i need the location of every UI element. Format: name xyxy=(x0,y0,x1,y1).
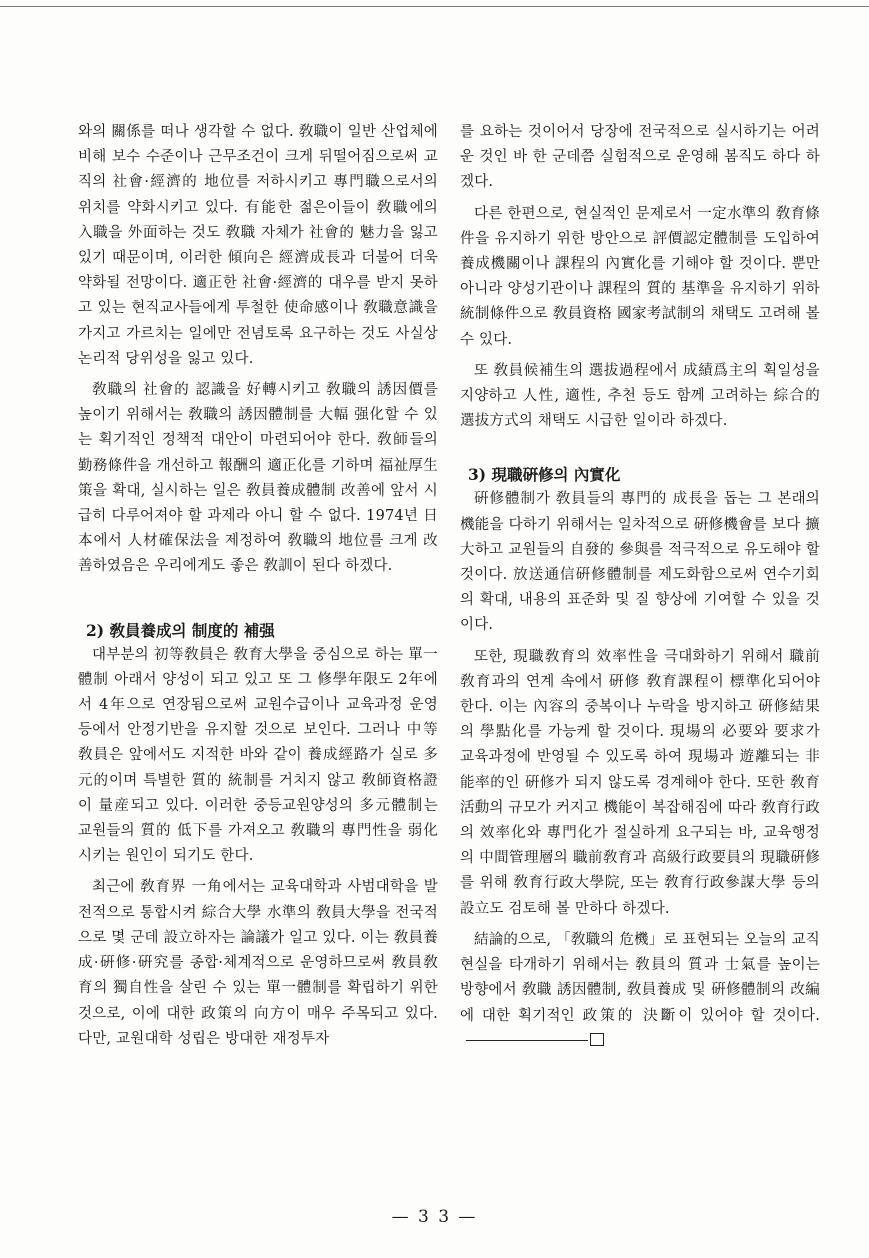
left-paragraph-1: 와의 關係를 떠나 생각할 수 없다. 敎職이 일반 산업체에 비해 보수 수준이나 근무조건이 크게 뒤떨어짐으로써 교직의 社會·經濟的 地位를 저하시키고 專門職으로서의 위치를 약화시키고 있다. 有能한 젊은이들이 敎職에의 入職을 外面하는 것도 敎職 자체가 社會的 魅力을 잃고 있기 때문이며, 이러한 傾向은 經濟成長과 더불어 더욱 약화될 전망이다. 適正한 社會·經濟的 대우를 받지 못하고 있는 현직교사들에게 투철한 使命感이나 敎職意識을 가지고 가르치는 일에만 전념토록 요구하는 것도 사실상 논리적 당위성을 잃고 있다. xyxy=(78,124,438,367)
left-paragraph-2: 敎職의 社會的 認識을 好轉시키고 敎職의 誘因價를 높이기 위해서는 敎職의 誘因體制를 大幅 强化할 수 있는 획기적인 정책적 대안이 마련되어야 한다. 敎師들의 勤務條件을 개선하고 報酬의 適正化를 기하며 福祉厚生策을 확대, 실시하는 일은 敎員養成體制 改善에 앞서 시급히 다루어져야 할 과제라 아니 할 수 없다. 1974년 日本에서 人材確保法을 제정하여 敎職의 地位를 크게 改善하였음은 우리에게도 좋은 敎訓이 된다 하겠다. xyxy=(78,382,438,575)
right-paragraph-6 xyxy=(460,928,820,1054)
section-spacer xyxy=(78,580,438,618)
conclusion-text: 結論的으로, 「敎職의 危機」로 표현되는 오늘의 교직현실을 타개하기 위해서는 敎員의 質과 士氣를 높이는 방향에서 敎職 誘因體制, 敎員養成 및 硏修體制의 改編에 대한 획기적인 政策的 決斷이 있어야 할 것이다. xyxy=(460,931,820,1024)
left-paragraph-4: 최근에 敎育界 一角에서는 교육대학과 사범대학을 발전적으로 통합시켜 綜合大學 水準의 敎員大學을 전국적으로 몇 군데 設立하자는 論議가 일고 있다. 이는 敎員養成·硏修·硏究를 종합·체계적으로 운영하므로써 敎員敎育의 獨自性을 살린 수 있는 單一體制를 확립하기 위한 것으로, 이에 대한 政策의 向方이 매우 주목되고 있다. 다만, 교원대학 성립은 방대한 재정투자 xyxy=(78,879,438,1047)
section-heading-3: 3) 現職硏修의 內實化 xyxy=(468,465,621,485)
left-paragraph-3: 대부분의 初等敎員은 敎育大學을 중심으로 하는 單一體制 아래서 양성이 되고 있고 또 그 修學年限도 2年에서 4年으로 연장됨으로써 교원수급이나 교육과정 운영 등에서 안정기반을 유지할 것으로 보인다. 그러나 中等敎員은 앞에서도 지적한 바와 같이 養成經路가 실로 多元的이며 특별한 質的 統制를 거치지 않고 敎師資格證이 量産되고 있다. 이러한 중등교원양성의 多元體制는 교원들의 質的 低下를 가져오고 敎職의 專門性을 弱化시키는 원인이 되기도 한다. xyxy=(78,646,438,865)
right-paragraph-5: 또한, 現職敎育의 效率性을 극대화하기 위해서 職前敎育과의 연계 속에서 硏修 敎育課程이 標準化되어야 한다. 이는 內容의 중복이나 누락을 방지하고 硏修結果의 學點化를 가능케 할 것이다. 現場의 必要와 要求가 교육과정에 반영될 수 있도록 하여 現場과 遊離되는 非能率的인 硏修가 되지 않도록 경계해야 한다. 또한 敎育活動의 규모가 커지고 機能이 복잡해짐에 따라 敎育行政의 效率化와 專門化가 절실하게 요구되는 바, 교육행정의 中間管理層의 職前敎育과 高級行政要員의 現職硏修를 위해 敎育行政大學院, 또는 敎育行政參謀大學 등의 設立도 검토해 볼 만하다 하겠다. xyxy=(460,648,820,917)
end-rule-line xyxy=(466,1040,588,1041)
right-column xyxy=(460,120,820,1054)
right-paragraph-4: 硏修體制가 敎員들의 專門的 成長을 돕는 그 본래의 機能을 다하기 위해서는 일차적으로 硏修機會를 보다 擴大하고 교원들의 自發的 參與를 적극적으로 유도해야 할 것이다. 放送通信硏修體制를 제도화함으로써 연수기회의 확대, 내용의 표준화 및 질 향상에 기여할 수 있을 것이다. xyxy=(460,491,820,634)
section-heading-2: 2) 敎員養成의 制度的 補强 xyxy=(86,620,275,640)
top-border-rule xyxy=(0,6,869,7)
section-spacer xyxy=(460,434,820,462)
page-number: — 3 3 — xyxy=(391,1207,478,1227)
left-column xyxy=(78,120,438,1052)
right-paragraph-2: 다른 한편으로, 현실적인 문제로서 一定水準의 敎育條件을 유지하기 위한 방안으로 評價認定體制를 도입하여 養成機關이나 課程의 內實化를 기해야 할 것이다. 뿐만 아니라 양성기관이나 課程의 質的 基準을 유지하기 위하 統制條件으로 敎員資格 國家考試制의 채택도 고려해 볼 수 있다. xyxy=(460,205,820,348)
right-paragraph-1: 를 요하는 것이어서 당장에 전국적으로 실시하기는 어려운 것인 바 한 군데쯤 실험적으로 운영해 봄직도 하다 하겠다. xyxy=(460,124,820,191)
right-paragraph-3: 또 敎員候補生의 選拔過程에서 成績爲主의 획일성을 지양하고 人性, 適性, 추천 등도 함께 고려하는 綜合的 選拔方式의 채택도 시급한 일이라 하겠다. xyxy=(460,362,820,430)
end-mark-icon xyxy=(590,1033,604,1046)
